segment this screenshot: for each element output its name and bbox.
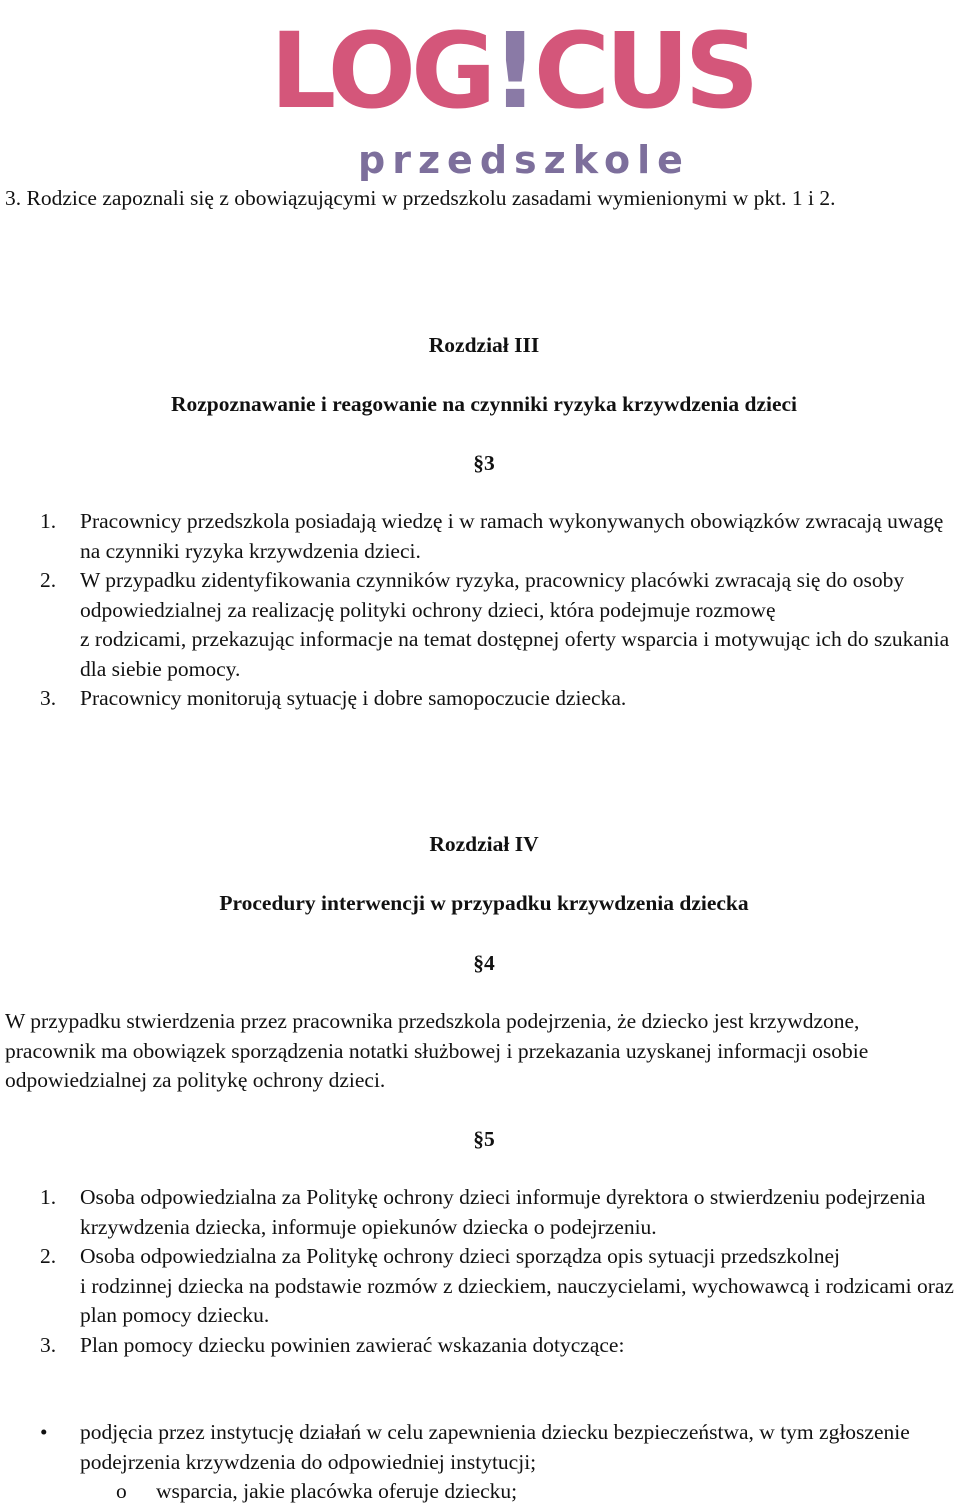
chapter3-title: Rozdział III [428, 333, 540, 357]
list-item: 2. Osoba odpowiedzialna za Politykę ochrony dzieci sporządza opis sytuacji przedszkolnej i rodzinnej dziecka na podstawie rozmów z dzieckiem, nauczycielami, wychowawcą i rodzicami oraz plan pomocy dziecku. [40, 1244, 954, 1327]
list-item: 3. Pracownicy monitorują sytuację i dobre samopoczucie dziecka. [40, 686, 627, 710]
bullet-item: • podjęcia przez instytucję działań w celu zapewnienia dziecku bezpieczeństwa, w tym zgłoszenie podejrzenia krzywdzenia do odpowiedniej instytucji; [40, 1418, 958, 1477]
bullet-list [40, 1418, 958, 1477]
chapter4-list [40, 1183, 958, 1360]
chapter4-section-mark-5: §5 [473, 1127, 495, 1151]
chapter3-section-mark: §3 [473, 451, 495, 475]
chapter4-title: Rozdział IV [429, 832, 539, 856]
list-item: 1. Pracownicy przedszkola posiadają wiedzę i w ramach wykonywanych obowiązków zwracają uwagę na czynniki ryzyka krzywdzenia dzieci. [40, 509, 944, 563]
sub-bullet-item: o wsparcia, jakie placówka oferuje dziecku; [116, 1477, 918, 1507]
chapter4-section-mark-4: §4 [473, 951, 495, 975]
chapter3-subtitle: Rozpoznawanie i reagowanie na czynniki ryzyka krzywdzenia dzieci [170, 392, 798, 416]
sub-bullet-list [0, 1477, 918, 1507]
bullet-mark: • [40, 1420, 48, 1444]
chapter4-subtitle: Procedury interwencji w przypadku krzywdzenia dziecka [219, 891, 749, 915]
intro-paragraph: 3. Rodzice zapoznali się z obowiązującymi w przedszkolu zasadami wymienionymi w pkt. 1 i 2. [5, 186, 836, 210]
list-item: 3. Plan pomocy dziecku powinien zawierać wskazania dotyczące: [40, 1332, 625, 1357]
logo-wordmark: LOG!CUS [270, 10, 755, 132]
chapter3-list [40, 507, 958, 714]
chapter4-paragraph: W przypadku stwierdzenia przez pracownika przedszkola podejrzenia, że dziecko jest krzywdzone, pracownik ma obowiązek sporządzenia notatki służbowej i przekazania uzyskanej informacji osobie odpowiedzialnej za politykę ochrony dzieci. [5, 1009, 869, 1092]
logo [270, 10, 755, 182]
sub-bullet-mark: o [116, 1479, 127, 1503]
list-item: 1. Osoba odpowiedzialna za Politykę ochrony dzieci informuje dyrektora o stwierdzeniu podejrzenia krzywdzenia dziecka, informuje opiekunów dziecka o podejrzeniu. [40, 1185, 926, 1239]
logo-subtitle: przedszkole [358, 138, 690, 182]
list-item: 2. W przypadku zidentyfikowania czynników ryzyka, pracownicy placówki zwracają się do osoby odpowiedzialnej za realizację polityki ochrony dzieci, która podejmuje rozmowę z rodzicami, przekazując informacje na temat dostępnej oferty wsparcia i motywując ich do szukania dla siebie pomocy. [40, 568, 950, 681]
